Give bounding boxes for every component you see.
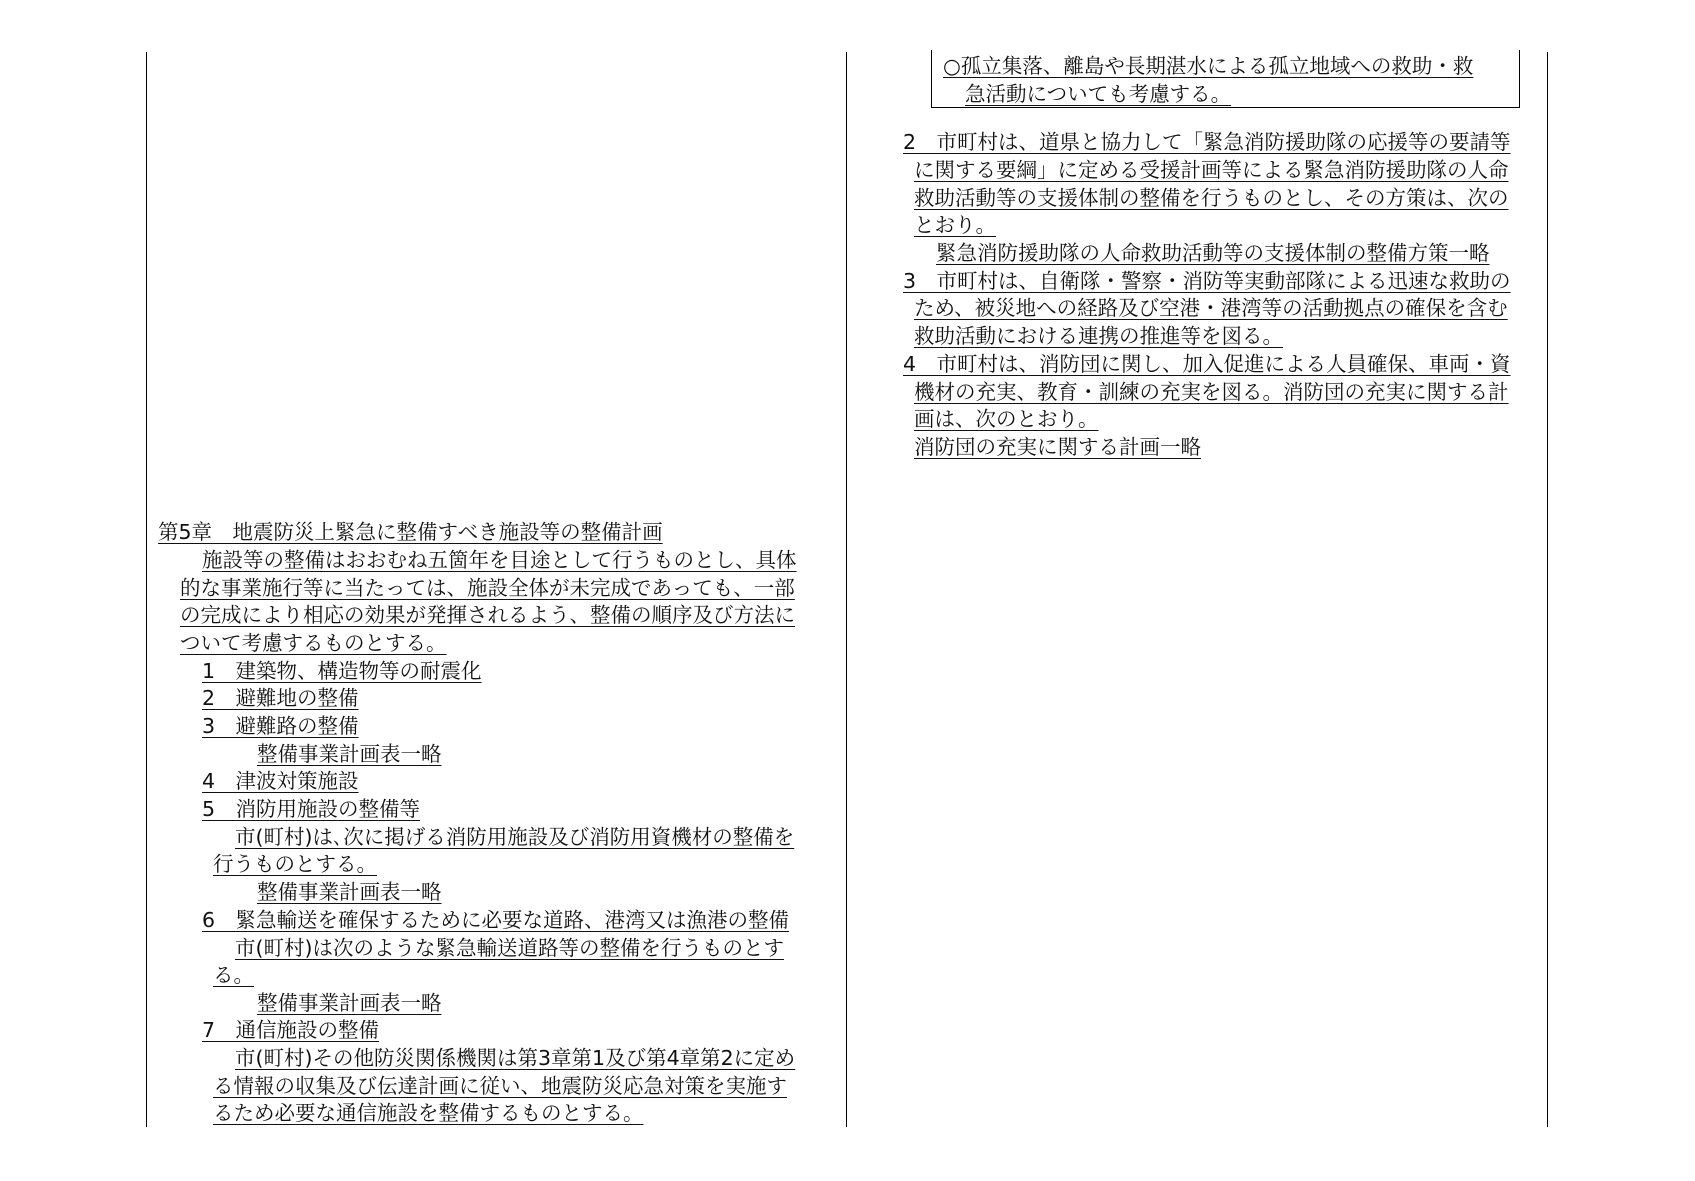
item-3-note: 整備事業計画表一略 (257, 742, 442, 766)
note-box-line: ○孤立集落、離島や長期湛水による孤立地域への救助・救 (943, 54, 1474, 78)
intro-line: ついて考慮するものとする。 (180, 631, 447, 655)
paragraph-4-note: 消防団の充実に関する計画一略 (914, 435, 1201, 459)
paragraph-4-line: 4 市町村は、消防団に関し、加入促進による人員確保、車両・資 (903, 352, 1511, 376)
item-6-heading: 6 緊急輸送を確保するために必要な道路、港湾又は漁港の整備 (202, 908, 790, 932)
item-3-heading: 3 避難路の整備 (202, 714, 359, 738)
paragraph-3-line: 救助活動における連携の推進等を図る。 (914, 324, 1283, 348)
item-7-body-line: 市(町村)その他防災関係機関は第3章第1及び第4章第2に定め (235, 1046, 796, 1070)
item-7-heading: 7 通信施設の整備 (202, 1018, 380, 1042)
note-box-line: 急活動についても考慮する。 (965, 82, 1232, 106)
item-4-heading: 4 津波対策施設 (202, 769, 359, 793)
note-box (931, 50, 1520, 108)
paragraph-2-note: 緊急消防援助隊の人命救助活動等の支援体制の整備方策一略 (936, 241, 1490, 265)
item-7-body-line: るため必要な通信施設を整備するものとする。 (213, 1101, 644, 1125)
paragraph-3-line: 3 市町村は、自衛隊・警察・消防等実動部隊による迅速な救助の (903, 269, 1511, 293)
item-5-note: 整備事業計画表一略 (257, 880, 442, 904)
item-5-body-line: 市(町村)は､次に掲げる消防用施設及び消防用資機材の整備を (235, 825, 795, 849)
paragraph-2-line: 2 市町村は、道県と協力して「緊急消防援助隊の応援等の要請等 (903, 130, 1511, 154)
paragraph-2-line: とおり。 (914, 213, 996, 237)
intro-line: の完成により相応の効果が発揮されるよう、整備の順序及び方法に (180, 603, 795, 627)
paragraph-3-line: ため、被災地への経路及び空港・港湾等の活動拠点の確保を含む (914, 296, 1508, 320)
chapter-heading: 第5章 地震防災上緊急に整備すべき施設等の整備計画 (158, 520, 663, 544)
item-2-heading: 2 避難地の整備 (202, 686, 359, 710)
item-7-body-line: る情報の収集及び伝達計画に従い、地震防災応急対策を実施す (213, 1074, 787, 1098)
right-border-line (1547, 52, 1548, 1127)
item-5-heading: 5 消防用施設の整備等 (202, 797, 421, 821)
intro-line: 的な事業施行等に当たっては、施設全体が未完成であっても、一部 (180, 576, 795, 600)
column-divider-line (846, 52, 847, 1127)
item-6-body-line: る。 (213, 963, 254, 987)
paragraph-2-line: 救助活動等の支援体制の整備を行うものとし、その方策は、次の (914, 186, 1509, 210)
item-5-body-line: 行うものとする。 (213, 852, 377, 876)
intro-line: 施設等の整備はおおむね五箇年を目途として行うものとし、具体 (202, 548, 797, 572)
item-6-note: 整備事業計画表一略 (257, 991, 442, 1015)
left-border-line (146, 52, 147, 1127)
item-1-heading: 1 建築物、構造物等の耐震化 (202, 659, 482, 683)
paragraph-2-line: に関する要綱」に定める受援計画等による緊急消防援助隊の人命 (914, 158, 1509, 182)
paragraph-4-line: 画は、次のとおり。 (914, 407, 1099, 431)
item-6-body-line: 市(町村)は次のような緊急輸送道路等の整備を行うものとす (235, 936, 784, 960)
paragraph-4-line: 機材の充実、教育・訓練の充実を図る。消防団の充実に関する計 (914, 380, 1509, 404)
